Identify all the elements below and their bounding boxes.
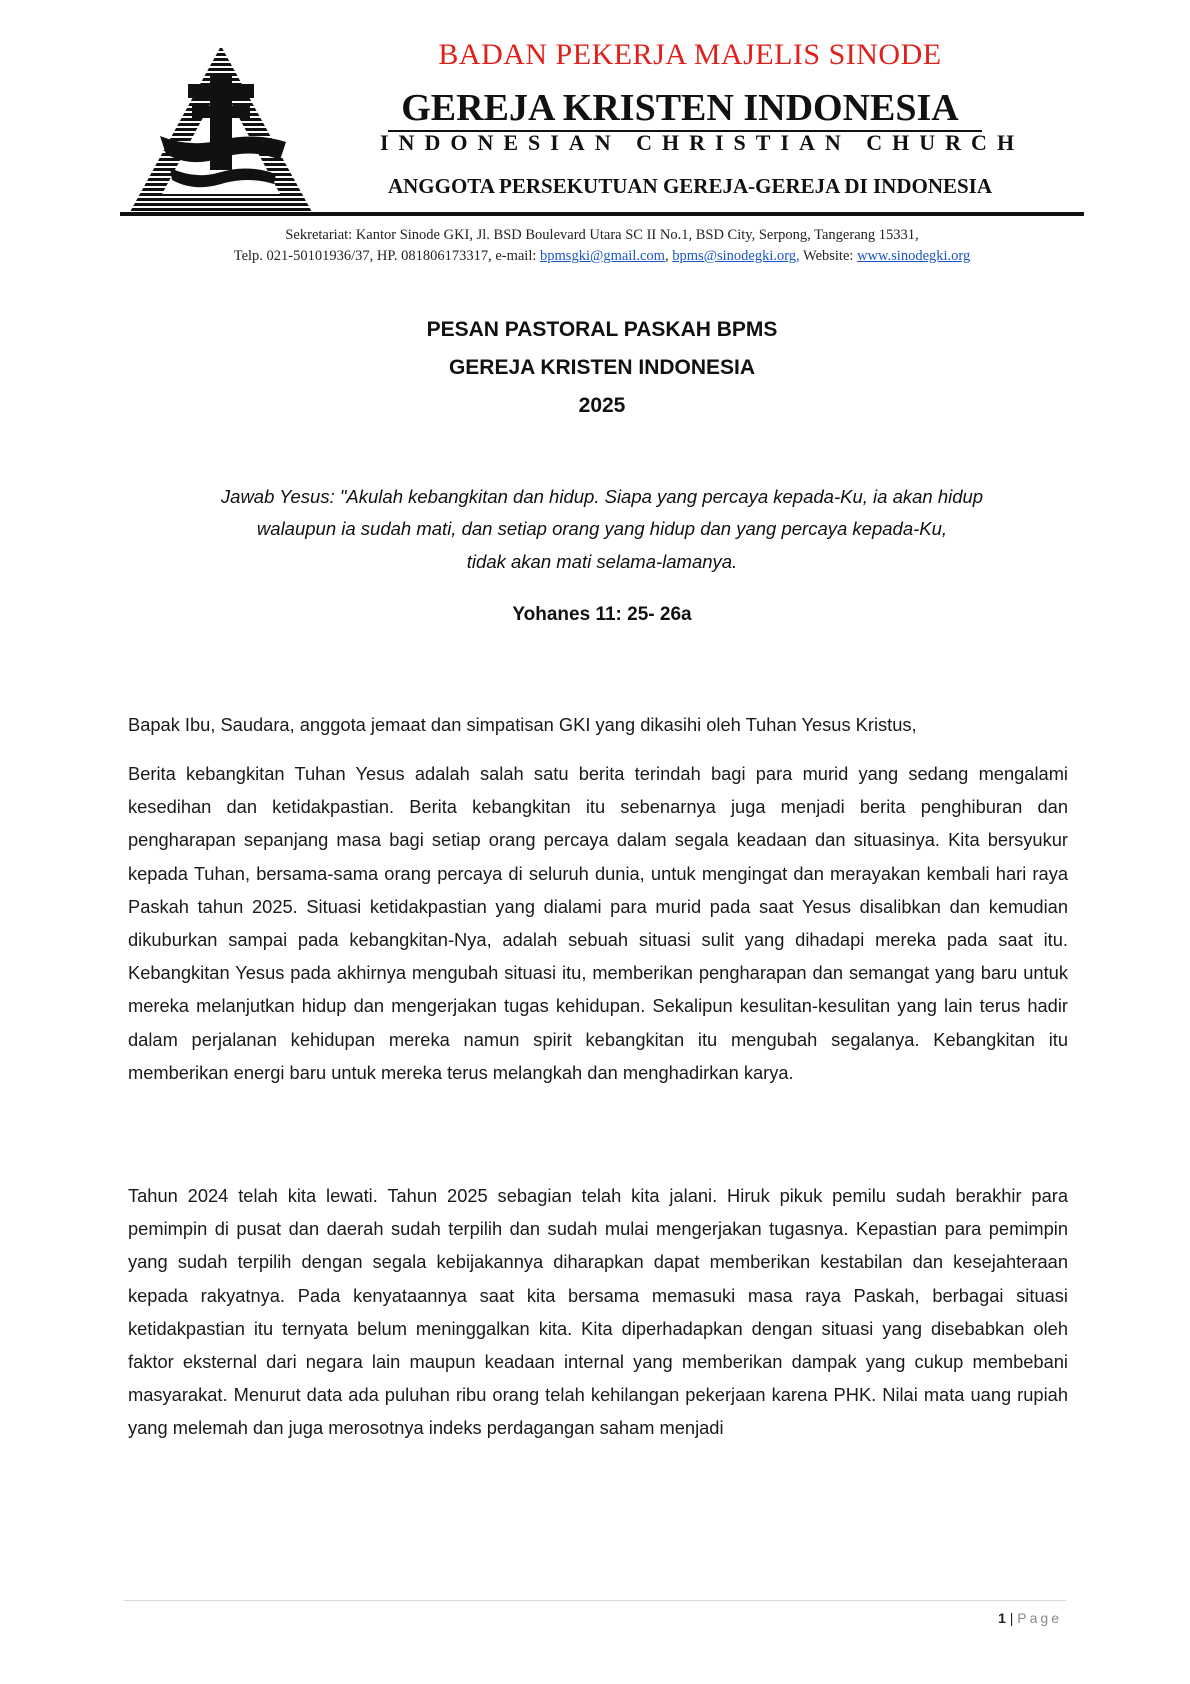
logo-stripe	[130, 48, 312, 51]
website-link[interactable]: www.sinodegki.org	[857, 248, 971, 264]
email-link-sinode[interactable]: bpms@sinodegki.org,	[672, 248, 800, 264]
org-name: GEREJA KRISTEN INDONESIA	[401, 87, 959, 129]
org-line-majelis: BADAN PEKERJA MAJELIS SINODE	[438, 38, 942, 71]
page-footer	[998, 1610, 1062, 1626]
verse-line: Jawab Yesus: "Akulah kebangkitan dan hidup. Siapa yang percaya kepada-Ku, ia akan hidup	[220, 486, 984, 507]
contact-details	[120, 248, 1084, 265]
logo-stripe	[130, 203, 312, 206]
gki-church-logo-icon	[130, 44, 312, 214]
logo-stripe	[130, 208, 312, 211]
logo-stripe	[130, 63, 312, 66]
greeting: Bapak Ibu, Saudara, anggota jemaat dan simpatisan GKI yang dikasihi oleh Tuhan Yesus Kristus,	[128, 714, 917, 735]
email-separator: ,	[664, 248, 673, 264]
letterhead-divider	[120, 212, 1084, 216]
logo-stripe	[130, 198, 312, 201]
email-link-gmail[interactable]: bpmsgki@gmail.com	[540, 248, 665, 264]
logo-stripe	[130, 68, 312, 71]
verse-reference: Yohanes 11: 25- 26a	[512, 604, 692, 625]
paragraph: Tahun 2024 telah kita lewati. Tahun 2025 sebagian telah kita jalani. Hiruk pikuk pemilu sudah berakhir para pemimpin di pusat dan daerah sudah terpilih dan sudah mulai mengerjakan tugasnya. Kepastian para pemimpin yang sudah terpilih dengan segala kebijakannya diharapkan dapat memberikan kestabilan dan kesejahteraan kepada rakyatnya. Pada kenyataannya saat kita bersama memasuki masa raya Paskah, berbagai situasi ketidakpastian itu ternyata belum meninggalkan kita. Kita diperhadapkan dengan situasi yang disebabkan oleh faktor eksternal dari negara lain maupun keadaan internal yang memberikan dampak yang cukup membebani masyarakat. Menurut data ada puluhan ribu orang telah kehilangan pekerjaan karena PHK. Nilai mata uang rupiah yang melemah dan juga merosotnya indeks perdagangan saham menjadi	[128, 1185, 1068, 1439]
org-membership: ANGGOTA PERSEKUTUAN GEREJA-GEREJA DI INDONESIA	[387, 174, 993, 198]
verse-line: walaupun ia sudah mati, dan setiap orang yang hidup dan yang percaya kepada-Ku,	[256, 518, 948, 539]
footer-divider	[124, 1600, 1066, 1601]
paragraph: Berita kebangkitan Tuhan Yesus adalah salah satu berita terindah bagi para murid yang sedang mengalami kesedihan dan ketidakpastian. Berita kebangkitan itu sebenarnya juga menjadi berita penghiburan dan pengharapan sepanjang masa bagi setiap orang percaya dalam segala keadaan dan situasinya. Kita bersyukur kepada Tuhan, bersama-sama orang percaya di seluruh dunia, untuk mengingat dan merayakan kembali hari raya Paskah tahun 2025. Situasi ketidakpastian yang dialami para murid pada saat Yesus disalibkan dan kemudian dikuburkan sampai pada kebangkitan-Nya, adalah sebuah situasi sulit yang dihadapi mereka pada saat itu. Kebangkitan Yesus pada akhirnya mengubah situasi itu, memberikan pengharapan dan semangat yang baru untuk mereka melanjutkan hidup dan mengerjakan tugas kehidupan. Sekalipun kesulitan-kesulitan yang lain terus hadir dalam perjalanan kehidupan mereka namun spirit kebangkitan itu mengubah segalanya. Kebangkitan itu memberikan energi baru untuk mereka terus melangkah dan menghadirkan karya.	[128, 763, 1068, 1083]
logo-stripe	[130, 58, 312, 61]
contact-address: Sekretariat: Kantor Sinode GKI, Jl. BSD Boulevard Utara SC II No.1, BSD City, Serpong, Tangerang 15331,	[285, 227, 919, 243]
contact-phone: Telp. 021-50101936/37, HP. 081806173317, e-mail:	[233, 248, 541, 264]
verse-line: tidak akan mati selama-lamanya.	[466, 551, 738, 572]
logo-stripe	[130, 53, 312, 56]
org-name-english: INDONESIAN CHRISTIAN CHURCH	[380, 130, 1025, 155]
page-separator: |	[1005, 1610, 1018, 1626]
document-title: PESAN PASTORAL PASKAH BPMS	[426, 318, 778, 341]
document-title-year: 2025	[578, 394, 626, 417]
page-number: 1	[998, 1610, 1006, 1626]
website-label: Website:	[799, 248, 858, 264]
document-title-church: GEREJA KRISTEN INDONESIA	[448, 356, 756, 379]
page-label: Page	[1017, 1610, 1062, 1626]
